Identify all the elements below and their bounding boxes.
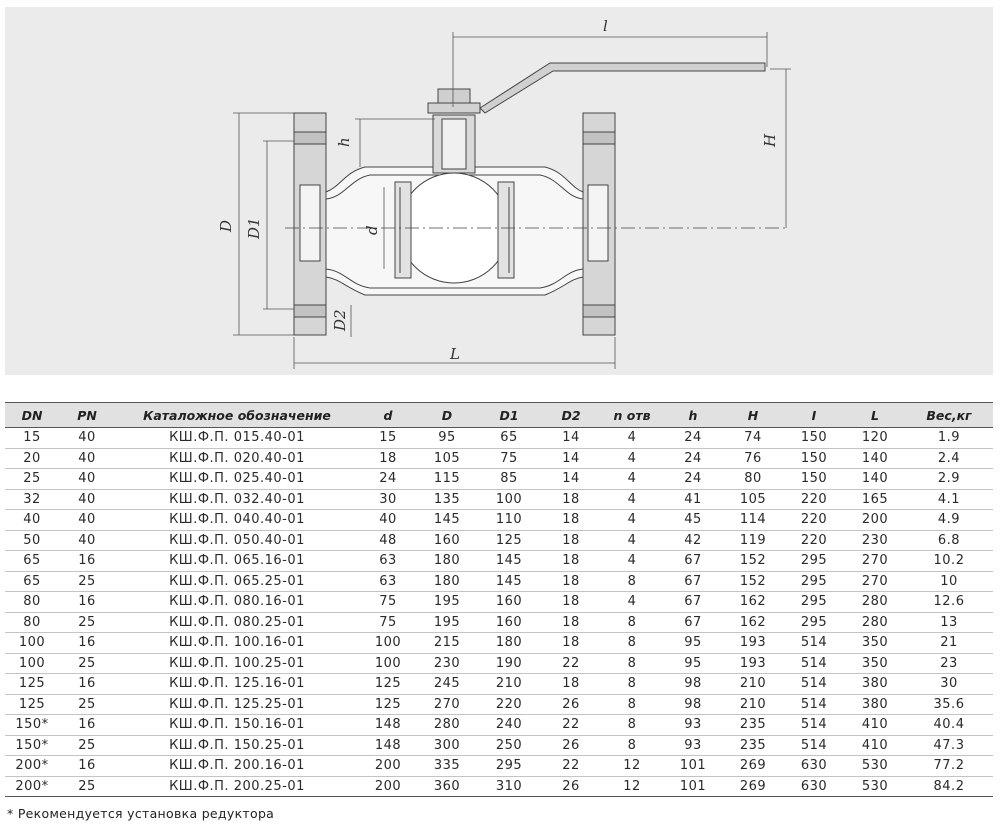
table-cell: 105 xyxy=(417,448,477,469)
table-cell: 335 xyxy=(417,756,477,777)
table-cell: 76 xyxy=(723,448,783,469)
table-cell: КШ.Ф.П. 065.16-01 xyxy=(115,551,359,572)
table-cell: 24 xyxy=(663,428,723,449)
table-cell: 310 xyxy=(477,776,541,797)
table-cell: 98 xyxy=(663,674,723,695)
dim-label-D: D xyxy=(217,219,235,232)
table-cell: 148 xyxy=(359,735,417,756)
table-cell: 41 xyxy=(663,489,723,510)
table-cell: 630 xyxy=(783,776,845,797)
table-cell: 230 xyxy=(417,653,477,674)
table-cell: 22 xyxy=(541,653,601,674)
dim-label-H: H xyxy=(761,133,779,147)
table-cell: КШ.Ф.П. 080.25-01 xyxy=(115,612,359,633)
table-cell: 16 xyxy=(59,592,115,613)
table-cell: 8 xyxy=(601,694,663,715)
table-cell: 10 xyxy=(905,571,993,592)
table-cell: КШ.Ф.П. 150.16-01 xyxy=(115,715,359,736)
table-cell: 12.6 xyxy=(905,592,993,613)
table-cell: 40 xyxy=(59,469,115,490)
table-cell: 23 xyxy=(905,653,993,674)
table-cell: 4 xyxy=(601,469,663,490)
table-cell: 514 xyxy=(783,674,845,695)
table-cell: 40 xyxy=(59,530,115,551)
table-cell: КШ.Ф.П. 100.25-01 xyxy=(115,653,359,674)
table-cell: 180 xyxy=(417,551,477,572)
table-cell: 101 xyxy=(663,776,723,797)
table-cell: 150 xyxy=(783,428,845,449)
table-cell: 93 xyxy=(663,735,723,756)
table-cell: 13 xyxy=(905,612,993,633)
table-cell: 100 xyxy=(477,489,541,510)
table-cell: 35.6 xyxy=(905,694,993,715)
table-cell: 4 xyxy=(601,530,663,551)
table-row xyxy=(5,530,993,551)
table-cell: 75 xyxy=(477,448,541,469)
table-row xyxy=(5,551,993,572)
table-cell: 162 xyxy=(723,612,783,633)
table-cell: 514 xyxy=(783,735,845,756)
table-cell: 63 xyxy=(359,551,417,572)
table-cell: 125 xyxy=(359,694,417,715)
table-cell: 240 xyxy=(477,715,541,736)
table-cell: 150* xyxy=(5,715,59,736)
table-cell: 180 xyxy=(417,571,477,592)
table-cell: 410 xyxy=(845,715,905,736)
table-cell: 350 xyxy=(845,633,905,654)
table-cell: 125 xyxy=(5,694,59,715)
table-cell: 6.8 xyxy=(905,530,993,551)
table-cell: 75 xyxy=(359,612,417,633)
table-cell: 245 xyxy=(417,674,477,695)
table-cell: 162 xyxy=(723,592,783,613)
table-cell: 80 xyxy=(5,592,59,613)
table-cell: 18 xyxy=(541,612,601,633)
table-cell: 8 xyxy=(601,633,663,654)
table-cell: 160 xyxy=(417,530,477,551)
table-cell: 18 xyxy=(541,592,601,613)
table-cell: 16 xyxy=(59,756,115,777)
table-cell: 4 xyxy=(601,428,663,449)
table-cell: 25 xyxy=(59,612,115,633)
table-cell: 8 xyxy=(601,571,663,592)
table-cell: 235 xyxy=(723,715,783,736)
table-cell: 152 xyxy=(723,551,783,572)
column-header: D2 xyxy=(541,403,601,428)
table-cell: 280 xyxy=(845,592,905,613)
column-header: DN xyxy=(5,403,59,428)
table-cell: 165 xyxy=(845,489,905,510)
table-cell: 180 xyxy=(477,633,541,654)
table-cell: 160 xyxy=(477,612,541,633)
table-cell: 210 xyxy=(723,694,783,715)
table-row xyxy=(5,571,993,592)
table-cell: 101 xyxy=(663,756,723,777)
table-cell: 16 xyxy=(59,674,115,695)
table-cell: 250 xyxy=(477,735,541,756)
table-cell: 150 xyxy=(783,448,845,469)
table-cell: 4 xyxy=(601,592,663,613)
table-cell: 8 xyxy=(601,715,663,736)
table-cell: 295 xyxy=(783,571,845,592)
table-cell: 95 xyxy=(663,633,723,654)
column-header: Каталожное обозначение xyxy=(115,403,359,428)
table-cell: 360 xyxy=(417,776,477,797)
table-cell: 63 xyxy=(359,571,417,592)
table-cell: 193 xyxy=(723,653,783,674)
table-row xyxy=(5,510,993,531)
table-cell: 200* xyxy=(5,756,59,777)
table-cell: 18 xyxy=(541,674,601,695)
table-cell: 77.2 xyxy=(905,756,993,777)
table-cell: 8 xyxy=(601,735,663,756)
column-header: h xyxy=(663,403,723,428)
table-cell: 200 xyxy=(359,756,417,777)
table-cell: 24 xyxy=(663,448,723,469)
table-cell: 26 xyxy=(541,735,601,756)
table-cell: 24 xyxy=(663,469,723,490)
table-cell: 530 xyxy=(845,776,905,797)
table-cell: 42 xyxy=(663,530,723,551)
table-cell: 160 xyxy=(477,592,541,613)
table-cell: 145 xyxy=(417,510,477,531)
table-cell: КШ.Ф.П. 065.25-01 xyxy=(115,571,359,592)
table-cell: 25 xyxy=(59,653,115,674)
table-cell: 67 xyxy=(663,551,723,572)
table-cell: КШ.Ф.П. 015.40-01 xyxy=(115,428,359,449)
table-cell: КШ.Ф.П. 150.25-01 xyxy=(115,735,359,756)
dim-label-D1: D1 xyxy=(245,217,263,239)
column-header: L xyxy=(845,403,905,428)
table-cell: 120 xyxy=(845,428,905,449)
table-cell: 8 xyxy=(601,674,663,695)
table-cell: 210 xyxy=(477,674,541,695)
table-cell: 40 xyxy=(59,510,115,531)
table-cell: 85 xyxy=(477,469,541,490)
table-cell: 1.9 xyxy=(905,428,993,449)
table-cell: 210 xyxy=(723,674,783,695)
table-cell: 220 xyxy=(783,530,845,551)
table-cell: 125 xyxy=(477,530,541,551)
table-cell: КШ.Ф.П. 125.25-01 xyxy=(115,694,359,715)
table-cell: 95 xyxy=(417,428,477,449)
table-cell: 200 xyxy=(845,510,905,531)
table-cell: 26 xyxy=(541,694,601,715)
column-header: I xyxy=(783,403,845,428)
table-cell: 295 xyxy=(477,756,541,777)
table-cell: 98 xyxy=(663,694,723,715)
table-cell: 18 xyxy=(541,489,601,510)
table-cell: 40 xyxy=(359,510,417,531)
table-cell: 18 xyxy=(541,530,601,551)
table-cell: 12 xyxy=(601,776,663,797)
table-cell: 295 xyxy=(783,612,845,633)
column-header: Вес,кг xyxy=(905,403,993,428)
table-cell: 235 xyxy=(723,735,783,756)
table-cell: 22 xyxy=(541,756,601,777)
table-cell: 8 xyxy=(601,612,663,633)
table-cell: 18 xyxy=(541,571,601,592)
table-body xyxy=(5,428,993,797)
table-cell: 195 xyxy=(417,612,477,633)
table-row xyxy=(5,756,993,777)
table-cell: 220 xyxy=(783,489,845,510)
table-cell: 67 xyxy=(663,612,723,633)
table-cell: 215 xyxy=(417,633,477,654)
table-header-row xyxy=(5,403,993,428)
table-cell: 84.2 xyxy=(905,776,993,797)
table-cell: 95 xyxy=(663,653,723,674)
table-cell: 18 xyxy=(541,551,601,572)
table-cell: 30 xyxy=(905,674,993,695)
table-cell: 18 xyxy=(541,633,601,654)
table-cell: 140 xyxy=(845,469,905,490)
table-cell: 25 xyxy=(59,776,115,797)
table-cell: КШ.Ф.П. 032.40-01 xyxy=(115,489,359,510)
table-cell: 119 xyxy=(723,530,783,551)
table-row xyxy=(5,489,993,510)
table-cell: КШ.Ф.П. 125.16-01 xyxy=(115,674,359,695)
spec-table xyxy=(5,402,993,797)
table-cell: 195 xyxy=(417,592,477,613)
table-cell: 25 xyxy=(59,694,115,715)
table-cell: 14 xyxy=(541,428,601,449)
table-row xyxy=(5,633,993,654)
table-cell: 45 xyxy=(663,510,723,531)
table-row xyxy=(5,428,993,449)
table-cell: 152 xyxy=(723,571,783,592)
table-cell: 200 xyxy=(359,776,417,797)
dim-label-l: l xyxy=(603,17,608,35)
table-cell: 25 xyxy=(59,571,115,592)
table-cell: 410 xyxy=(845,735,905,756)
table-cell: 380 xyxy=(845,694,905,715)
table-cell: 74 xyxy=(723,428,783,449)
table-cell: 40 xyxy=(59,428,115,449)
table-cell: 16 xyxy=(59,633,115,654)
table-cell: 190 xyxy=(477,653,541,674)
table-cell: 148 xyxy=(359,715,417,736)
footnote: * Рекомендуется установка редуктора xyxy=(7,806,275,821)
table-cell: 4.9 xyxy=(905,510,993,531)
table-cell: 100 xyxy=(359,633,417,654)
table-cell: 16 xyxy=(59,551,115,572)
table-cell: КШ.Ф.П. 200.25-01 xyxy=(115,776,359,797)
table-cell: 270 xyxy=(417,694,477,715)
table-cell: КШ.Ф.П. 080.16-01 xyxy=(115,592,359,613)
table-cell: 300 xyxy=(417,735,477,756)
table-cell: КШ.Ф.П. 025.40-01 xyxy=(115,469,359,490)
table-cell: 20 xyxy=(5,448,59,469)
column-header: n отв xyxy=(601,403,663,428)
table-cell: 269 xyxy=(723,756,783,777)
table-cell: 269 xyxy=(723,776,783,797)
table-cell: КШ.Ф.П. 040.40-01 xyxy=(115,510,359,531)
table-row xyxy=(5,612,993,633)
table-cell: 67 xyxy=(663,571,723,592)
table-cell: 145 xyxy=(477,571,541,592)
table-cell: 114 xyxy=(723,510,783,531)
dim-label-D2: D2 xyxy=(331,309,349,331)
table-cell: 125 xyxy=(5,674,59,695)
table-cell: 8 xyxy=(601,653,663,674)
table-cell: 4 xyxy=(601,510,663,531)
table-cell: 50 xyxy=(5,530,59,551)
table-cell: 21 xyxy=(905,633,993,654)
table-cell: 2.9 xyxy=(905,469,993,490)
column-header: D xyxy=(417,403,477,428)
table-cell: 125 xyxy=(359,674,417,695)
table-cell: 295 xyxy=(783,551,845,572)
table-cell: КШ.Ф.П. 100.16-01 xyxy=(115,633,359,654)
table-cell: 4 xyxy=(601,448,663,469)
table-cell: 100 xyxy=(5,633,59,654)
table-cell: 65 xyxy=(5,571,59,592)
table-cell: 14 xyxy=(541,469,601,490)
table-cell: 15 xyxy=(5,428,59,449)
table-cell: 40.4 xyxy=(905,715,993,736)
valve-drawing xyxy=(5,7,993,375)
table-row xyxy=(5,715,993,736)
table-cell: 47.3 xyxy=(905,735,993,756)
table-row xyxy=(5,448,993,469)
table-cell: 26 xyxy=(541,776,601,797)
table-cell: 75 xyxy=(359,592,417,613)
table-cell: 105 xyxy=(723,489,783,510)
table-row xyxy=(5,694,993,715)
table-cell: 350 xyxy=(845,653,905,674)
table-cell: 150 xyxy=(783,469,845,490)
table-cell: 25 xyxy=(5,469,59,490)
table-cell: 514 xyxy=(783,653,845,674)
table-cell: 30 xyxy=(359,489,417,510)
table-cell: 4 xyxy=(601,551,663,572)
table-cell: 530 xyxy=(845,756,905,777)
table-cell: 514 xyxy=(783,715,845,736)
table-cell: 15 xyxy=(359,428,417,449)
table-cell: 25 xyxy=(59,735,115,756)
table-cell: 18 xyxy=(541,510,601,531)
table-row xyxy=(5,735,993,756)
column-header: PN xyxy=(59,403,115,428)
table-cell: 514 xyxy=(783,633,845,654)
table-row xyxy=(5,592,993,613)
table-cell: 2.4 xyxy=(905,448,993,469)
table-cell: 220 xyxy=(477,694,541,715)
table-cell: 80 xyxy=(723,469,783,490)
table-cell: 65 xyxy=(477,428,541,449)
table-cell: 280 xyxy=(845,612,905,633)
table-cell: 16 xyxy=(59,715,115,736)
table-cell: 40 xyxy=(5,510,59,531)
dim-label-h: h xyxy=(335,137,353,147)
table-cell: 270 xyxy=(845,571,905,592)
table-cell: 140 xyxy=(845,448,905,469)
table-cell: 514 xyxy=(783,694,845,715)
table-cell: 48 xyxy=(359,530,417,551)
table-cell: 18 xyxy=(359,448,417,469)
table-cell: 4 xyxy=(601,489,663,510)
table-cell: 100 xyxy=(359,653,417,674)
table-row xyxy=(5,776,993,797)
table-cell: КШ.Ф.П. 200.16-01 xyxy=(115,756,359,777)
table-cell: 193 xyxy=(723,633,783,654)
column-header: H xyxy=(723,403,783,428)
table-cell: 280 xyxy=(417,715,477,736)
column-header: d xyxy=(359,403,417,428)
table-cell: 295 xyxy=(783,592,845,613)
table-cell: 80 xyxy=(5,612,59,633)
table-cell: 270 xyxy=(845,551,905,572)
table-cell: 150* xyxy=(5,735,59,756)
table-cell: 65 xyxy=(5,551,59,572)
table-cell: 230 xyxy=(845,530,905,551)
table-cell: КШ.Ф.П. 050.40-01 xyxy=(115,530,359,551)
table-cell: 4.1 xyxy=(905,489,993,510)
table-cell: 220 xyxy=(783,510,845,531)
valve-handle xyxy=(480,63,765,113)
table-cell: 40 xyxy=(59,448,115,469)
table-cell: 12 xyxy=(601,756,663,777)
table-cell: 115 xyxy=(417,469,477,490)
table-cell: 110 xyxy=(477,510,541,531)
table-cell: 630 xyxy=(783,756,845,777)
dim-label-L: L xyxy=(450,345,460,363)
table-cell: 10.2 xyxy=(905,551,993,572)
table-cell: 32 xyxy=(5,489,59,510)
table-cell: 67 xyxy=(663,592,723,613)
table-row xyxy=(5,674,993,695)
table-row xyxy=(5,469,993,490)
column-header: D1 xyxy=(477,403,541,428)
table-cell: 135 xyxy=(417,489,477,510)
table-cell: 100 xyxy=(5,653,59,674)
table-row xyxy=(5,653,993,674)
table-cell: 24 xyxy=(359,469,417,490)
table-cell: 40 xyxy=(59,489,115,510)
dim-label-d: d xyxy=(363,225,381,235)
table-cell: 145 xyxy=(477,551,541,572)
table-cell: 380 xyxy=(845,674,905,695)
table-cell: 200* xyxy=(5,776,59,797)
table-cell: 14 xyxy=(541,448,601,469)
table-cell: 93 xyxy=(663,715,723,736)
table-cell: КШ.Ф.П. 020.40-01 xyxy=(115,448,359,469)
table-cell: 22 xyxy=(541,715,601,736)
